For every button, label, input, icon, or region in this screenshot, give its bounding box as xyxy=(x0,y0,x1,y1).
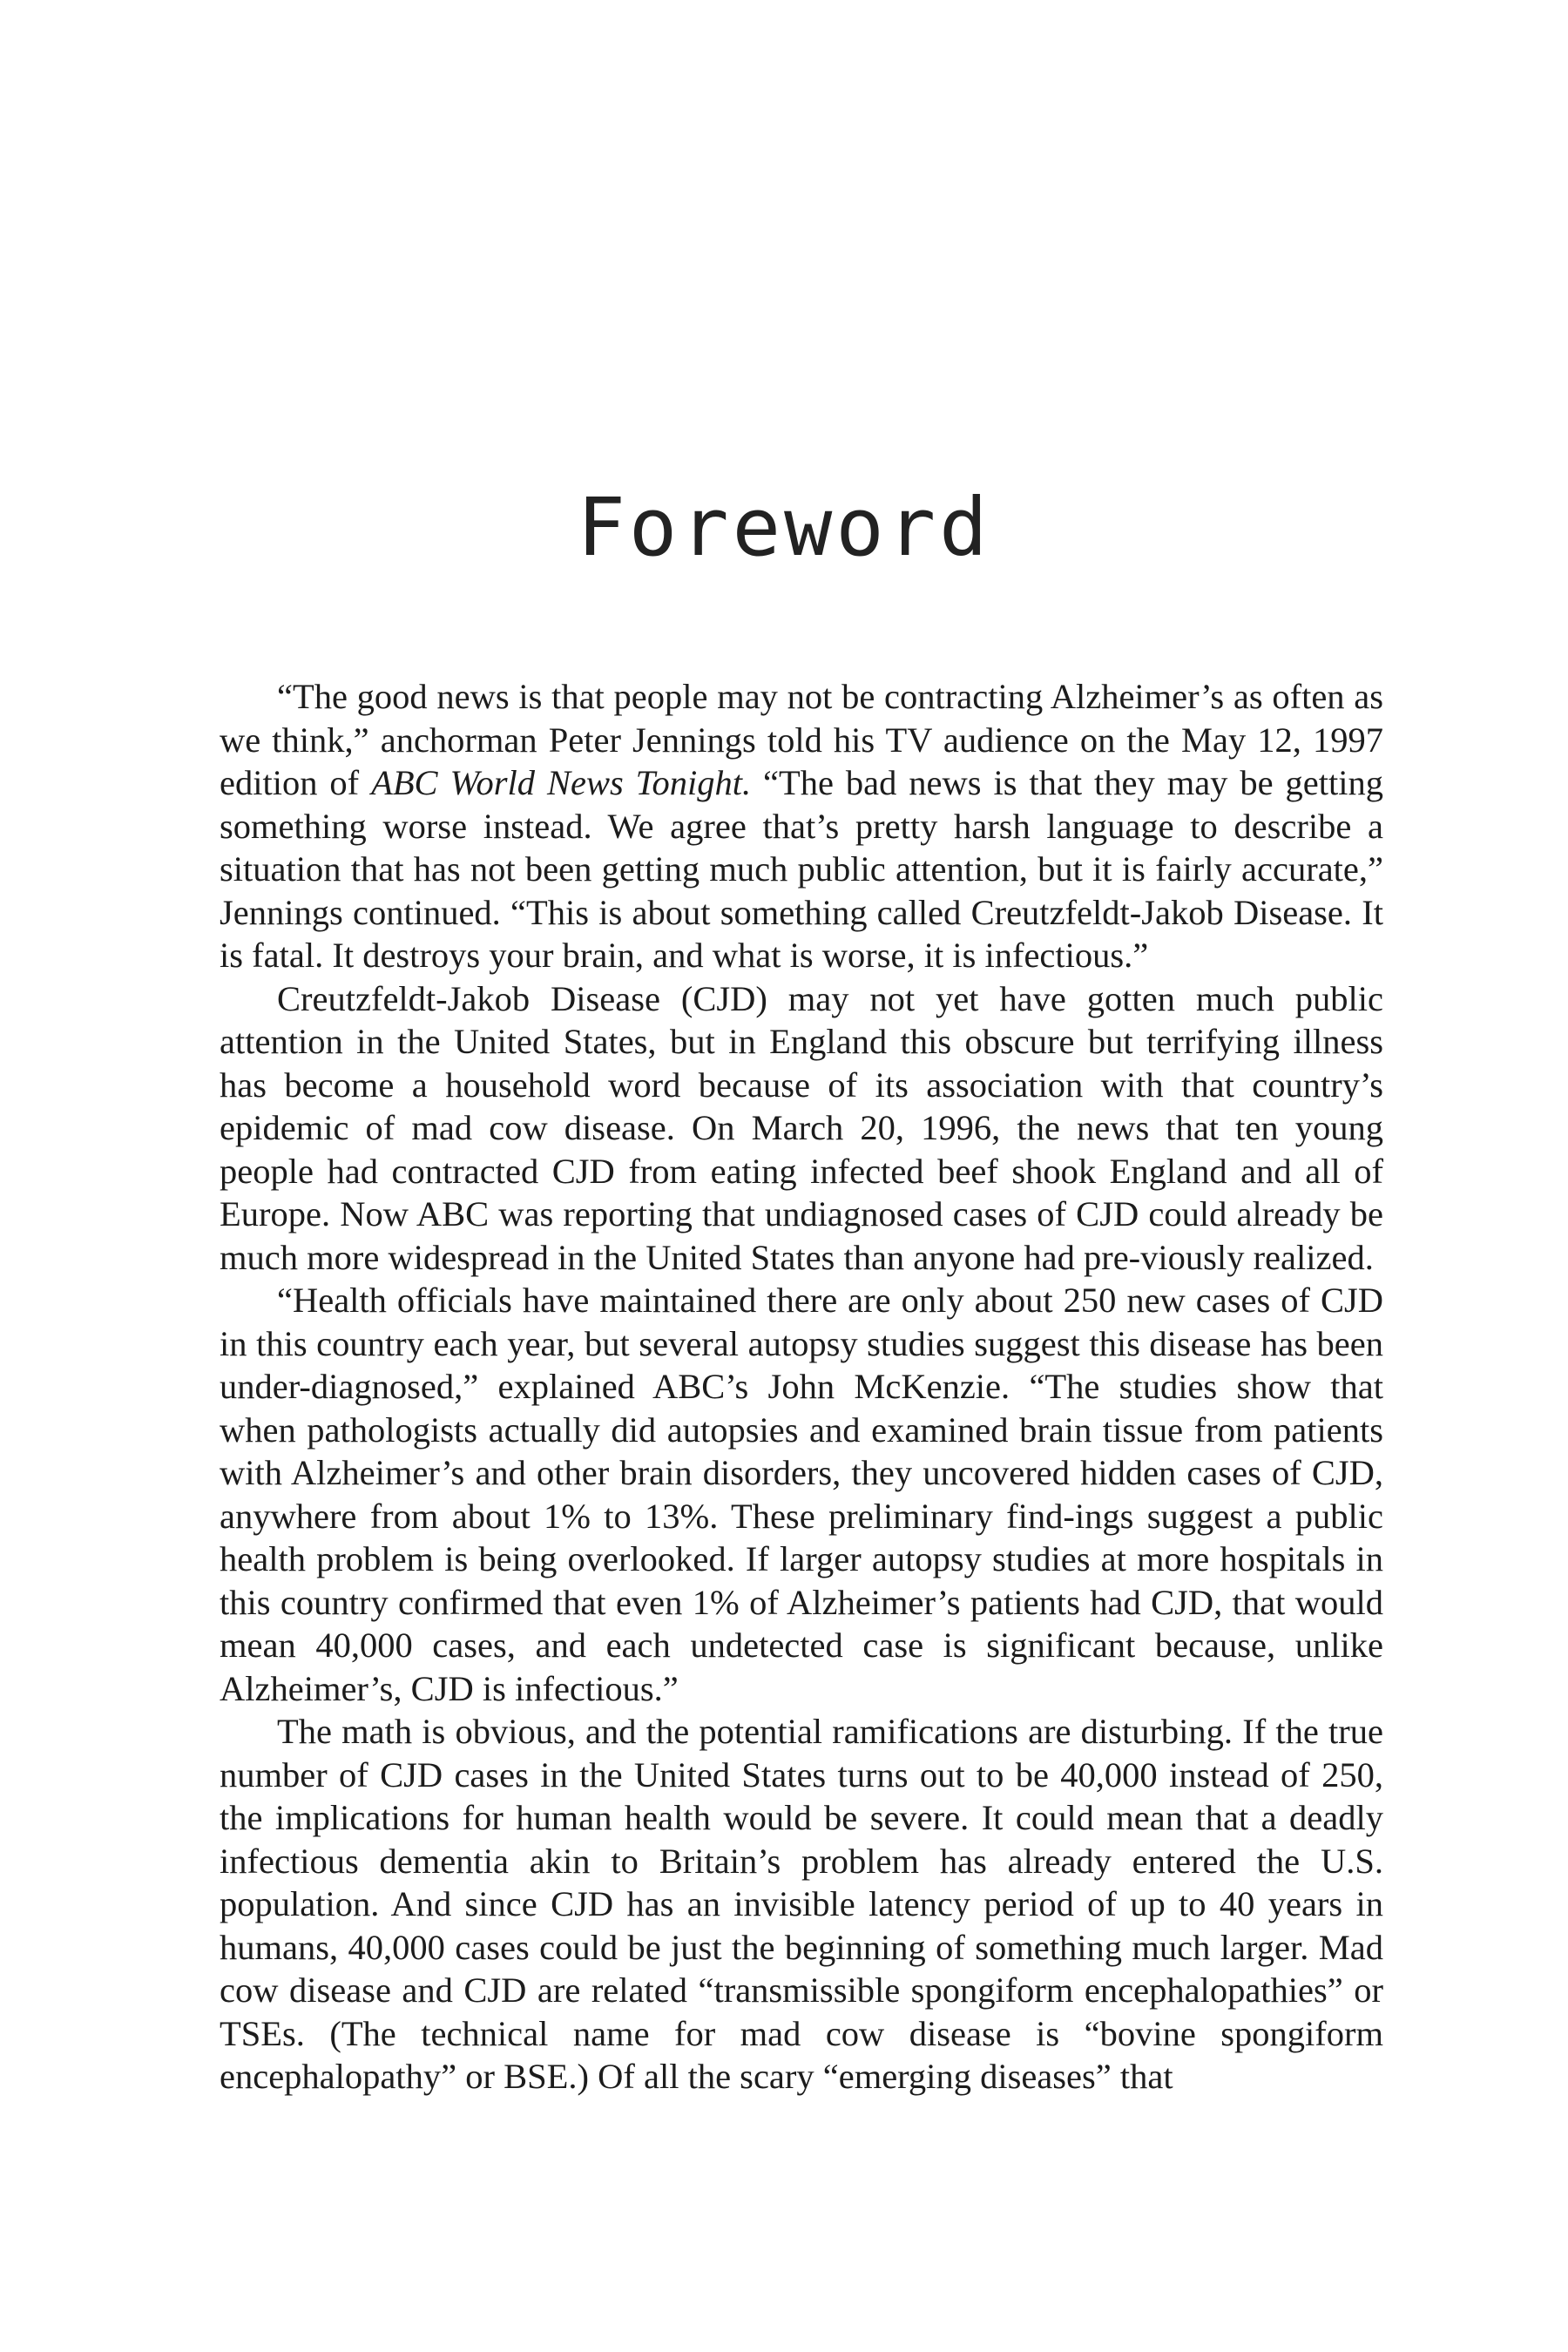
paragraph-1-italic-title: ABC World News Tonight. xyxy=(371,763,752,802)
paragraph-1-text-b: “The bad news is that they may be getting something worse instead. We agree that’s pretty harsh language to describe a situation that has not been getting much public attention, but it is fairly accurate,” Jennings continued. “This is about something called Creutzfeldt-Jakob Disease. It is fatal. It destroys your brain, and what is worse, it is infectious.” xyxy=(220,763,1383,975)
paragraph-4: The math is obvious, and the potential ramifications are disturbing. If the true number of CJD cases in the United States turns out to be 40,000 instead of 250, the implications for human health would be severe. It could mean that a deadly infectious dementia akin to Britain’s problem has already entered the U.S. population. And since CJD has an invisible latency period of up to 40 years in humans, 40,000 cases could be just the beginning of something much larger. Mad cow disease and CJD are related “transmissible spongiform encephalopathies” or TSEs. (The technical name for mad cow disease is “bovine spongiform encephalopathy” or BSE.) Of all the scary “emerging diseases” that xyxy=(220,1712,1383,2096)
paragraph-3: “Health officials have maintained there are only about 250 new cases of CJD in this country each year, but several autopsy studies suggest this disease has been under-diagnosed,” explained ABC’s John McKenzie. “The studies show that when pathologists actually did autopsies and examined brain tissue from patients with Alzheimer’s and other brain disorders, they uncovered hidden cases of CJD, anywhere from about 1% to 13%. These preliminary find-ings suggest a public health problem is being overlooked. If larger autopsy studies at more hospitals in this country confirmed that even 1% of Alzheimer’s patients had CJD, that would mean 40,000 cases, and each undetected case is significant because, unlike Alzheimer’s, CJD is infectious.” xyxy=(220,1281,1383,1708)
paragraph-1 xyxy=(220,675,1383,977)
paragraph-1-text-a: “The good news is that people may not be contracting Alzheimer’s as often as we think,” anchorman Peter Jennings told his TV audience on the May 12, 1997 edition of xyxy=(220,677,1383,802)
body-text xyxy=(220,675,1383,2099)
chapter-title: Foreword xyxy=(577,481,991,574)
paragraph-2: Creutzfeldt-Jakob Disease (CJD) may not yet have gotten much public attention in the United States, but in England this obscure but terrifying illness has become a household word because of its association with that country’s epidemic of mad cow disease. On March 20, 1996, the news that ten young people had contracted CJD from eating infected beef shook England and all of Europe. Now ABC was reporting that undiagnosed cases of CJD could already be much more widespread in the United States than anyone had pre-viously realized. xyxy=(220,978,1383,1277)
